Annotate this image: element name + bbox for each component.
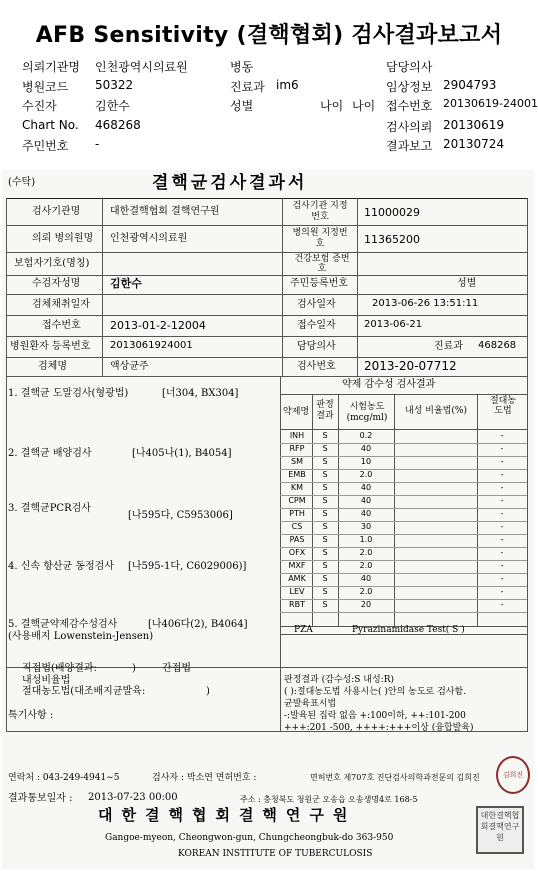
test-no-label: 검사번호 — [297, 361, 336, 372]
footer-org-en: KOREAN INSTITUTE OF TUBERCULOSIS — [178, 849, 373, 859]
footer-report-date-label: 결과통보일자 : — [8, 793, 73, 804]
doctor-seal — [496, 756, 530, 794]
test-date-label: 검사일자 — [297, 299, 336, 310]
rrn-value: - — [95, 137, 100, 151]
test-item-4-code: [나595-1다, C6029006)] — [128, 561, 247, 572]
note-5: +++:201 -500, ++++:+++이상 (융합발육) — [284, 723, 474, 733]
rrn-label-scan: 주민등록번호 — [290, 278, 348, 289]
col-ratio-header: 내성 비율법(%) — [405, 406, 467, 416]
receipt-label-scan: 접수번호 — [42, 320, 81, 331]
direct-method-label: 직접법(배양결과: — [22, 663, 97, 674]
footer-license: 면허번호 제707호 진단검사의학과전문의 김희진 — [310, 773, 480, 782]
drug-concentration: 10 — [360, 457, 372, 466]
footer-report-date-value: 2013-07-23 00:00 — [88, 792, 178, 803]
drug-result: S — [322, 496, 328, 505]
test-item-5-method: (사용배지 Lowenstein-Jensen) — [8, 631, 154, 642]
hosp-code-value: 11365200 — [364, 233, 420, 246]
rrn-label: 주민번호 — [22, 139, 69, 153]
drug-name: AMK — [288, 574, 306, 583]
test-item-3-code: [나595다, C5953006] — [128, 510, 233, 521]
drug-concentration: 40 — [360, 444, 372, 453]
test-item-5-code: [나406다(2), B4064] — [148, 619, 248, 630]
col-absolute-header: 절대농도법 — [489, 396, 517, 416]
row-divider — [280, 456, 527, 457]
row-divider — [280, 521, 527, 522]
test-item-3-name: 3. 결핵균PCR검사 — [8, 503, 91, 514]
direct-method-close: ) — [132, 663, 136, 674]
note-1: 판정결과 (감수성:S 내성:R) — [284, 675, 394, 685]
row-divider — [280, 586, 527, 587]
row-divider — [280, 547, 527, 548]
test-item-4-name: 4. 신속 항산균 동정검사 — [8, 561, 115, 572]
drug-concentration: 2.0 — [359, 548, 373, 557]
row-divider — [280, 443, 527, 444]
chart-value: 468268 — [95, 118, 141, 132]
dept-value-scan: 468268 — [478, 340, 517, 351]
test-no-value: 2013-20-07712 — [364, 359, 457, 373]
drug-result: S — [322, 444, 328, 453]
examinee-value: 김한수 — [95, 99, 130, 113]
drug-concentration: 0.2 — [359, 431, 373, 440]
footer-org-kr: 대한결핵협회결핵연구원 — [98, 806, 357, 824]
drug-result: S — [322, 431, 328, 440]
receipt-label: 접수번호 — [386, 99, 433, 113]
drug-name: CPM — [288, 496, 306, 505]
receipt-value-scan: 2013-01-2-12004 — [110, 319, 206, 332]
drug-concentration: 40 — [360, 496, 372, 505]
report-title: AFB Sensitivity (결핵협회) 검사결과보고서 — [35, 23, 503, 48]
sens-title: 약제 감수성 검사결과 — [342, 379, 436, 390]
row-divider — [280, 469, 527, 470]
lab-name-value: 대한결핵협회 결핵연구원 — [110, 206, 220, 217]
resist-ratio-label: 내성비율법 — [22, 675, 71, 686]
drug-absolute: - — [500, 496, 504, 505]
request-label: 검사의뢰 — [386, 120, 433, 134]
patient-no-label: 병원환자 등록번호 — [10, 341, 91, 352]
drug-result: S — [322, 587, 328, 596]
drug-result: S — [322, 574, 328, 583]
sex-label: 성별 — [230, 99, 254, 113]
special-notes-label: 특기사항 : — [8, 710, 54, 721]
footer-examiner: 검사자 : 박소연 면허번호 : — [152, 773, 257, 783]
drug-result: S — [322, 600, 328, 609]
doc-title: 결핵균검사결과서 — [152, 173, 308, 193]
drug-concentration: 2.0 — [359, 561, 373, 570]
institution-stamp — [476, 806, 524, 854]
test-item-2-name: 2. 결핵균 배양검사 — [8, 448, 92, 459]
drug-name: KM — [290, 483, 304, 492]
lab-code-label: 검사기관 지정번호 — [292, 201, 348, 222]
indirect-method-label: 간접법 — [162, 663, 191, 674]
receipt-value: 20130619-24001 — [443, 97, 538, 110]
drug-name: MXF — [288, 561, 306, 570]
lab-name-label: 검사기관명 — [32, 206, 81, 217]
physician-label: 담당의사 — [297, 341, 336, 352]
drug-name: SM — [291, 457, 303, 466]
drug-name: PTH — [289, 509, 305, 518]
code-value: 50322 — [95, 78, 134, 92]
drug-name: OFX — [288, 548, 306, 557]
drug-name: LEV — [289, 587, 305, 596]
row-divider — [280, 599, 527, 600]
hospital-value: 인천광역시의료원 — [95, 60, 188, 74]
drug-result: S — [322, 522, 328, 531]
drug-result: S — [322, 509, 328, 518]
hosp-code-label: 병의원 지정번호 — [292, 228, 348, 249]
age-label: 나이 — [320, 99, 344, 113]
test-item-1-code: [너304, BX304] — [162, 388, 239, 399]
drug-absolute: - — [500, 483, 504, 492]
test-item-2-code: [나405나(1), B4054] — [132, 448, 232, 459]
row-divider — [280, 534, 527, 535]
sex-label-scan: 성별 — [457, 278, 477, 289]
row-divider — [280, 612, 527, 613]
specimen-value: 액상균주 — [110, 361, 149, 372]
drug-absolute: - — [500, 535, 504, 544]
name-value: 김한수 — [110, 277, 142, 290]
drug-concentration: 40 — [360, 483, 372, 492]
drug-absolute: - — [500, 522, 504, 531]
col-conc-header: 시험농도(mcg/ml) — [346, 402, 388, 423]
drug-result: S — [322, 548, 328, 557]
drug-concentration: 2.0 — [359, 587, 373, 596]
footer-contact: 연락처 : 043-249-4941~5 — [8, 773, 120, 783]
ward-label: 병동 — [230, 60, 254, 74]
lab-code-value: 11000029 — [364, 206, 420, 219]
pza-drug: PZA — [294, 625, 313, 635]
dept-value: im6 — [276, 78, 299, 92]
code-label: 병원코드 — [22, 80, 69, 94]
drug-result: S — [322, 457, 328, 466]
footer-address-kr: 주소 : 충청북도 청원군 오송읍 오송생명4로 168-5 — [240, 795, 418, 804]
dept-label: 진료과 — [230, 80, 265, 94]
drug-name: EMB — [288, 470, 306, 479]
collect-label: 검체채취일자 — [32, 299, 90, 310]
drug-name: CS — [291, 522, 303, 531]
clinical-label: 임상정보 — [386, 80, 433, 94]
receipt-date-value: 2013-06-21 — [364, 319, 423, 330]
drug-absolute: - — [500, 431, 504, 440]
note-4: -:발육된 집락 없음 +:100이하, ++:101-200 — [284, 711, 466, 721]
drug-result: S — [322, 535, 328, 544]
row-divider — [280, 482, 527, 483]
clinical-value: 2904793 — [443, 78, 497, 92]
test-item-5-name: 5. 결핵균약제감수성검사 — [8, 619, 118, 630]
insurer-label: 보험자기호(명칭) — [14, 258, 90, 269]
drug-absolute: - — [500, 457, 504, 466]
doctor-seal-text: 김희진 — [502, 771, 524, 779]
drug-name: INH — [289, 431, 305, 440]
drug-concentration: 2.0 — [359, 470, 373, 479]
test-date-value: 2013-06-26 13:51:11 — [372, 298, 479, 309]
drug-absolute: - — [500, 561, 504, 570]
health-ins-label: 건강보험 증번호 — [294, 254, 350, 274]
age-value: 나이 — [352, 99, 376, 113]
doctor-label: 담당의사 — [386, 60, 433, 74]
footer-address-en: Gangoe-myeon, Cheongwon-gun, Chungcheongbuk-do 363-950 — [105, 833, 394, 843]
row-divider — [280, 495, 527, 496]
hosp-label: 의뢰 병의원명 — [32, 233, 94, 244]
row-divider — [280, 560, 527, 561]
row-divider — [280, 573, 527, 574]
chart-label: Chart No. — [22, 118, 79, 132]
drug-absolute: - — [500, 548, 504, 557]
drug-concentration: 20 — [360, 600, 372, 609]
absolute-method-close: ) — [206, 686, 210, 697]
drug-result: S — [322, 561, 328, 570]
hospital-label: 의뢰기관명 — [22, 60, 80, 74]
drug-concentration: 1.0 — [359, 535, 373, 544]
drug-name: RFP — [289, 444, 305, 453]
drug-absolute: - — [500, 444, 504, 453]
drug-absolute: - — [500, 470, 504, 479]
report-label: 결과보고 — [386, 139, 433, 153]
col-result-header: 판정결과 — [316, 400, 334, 421]
drug-absolute: - — [500, 509, 504, 518]
col-drug-header: 약제명 — [283, 407, 310, 417]
absolute-method-label: 절대농도법(대조배지균발육: — [22, 686, 146, 697]
test-item-1-name: 1. 결핵균 도말검사(형광법) — [8, 388, 129, 399]
receipt-date-label: 접수일자 — [297, 320, 336, 331]
drug-name: PAS — [289, 535, 305, 544]
institution-stamp-text: 대한결핵협회결핵연구원 — [480, 811, 520, 842]
copy-mark: (수탁) — [8, 177, 36, 188]
dept-label-scan: 진료과 — [434, 341, 463, 352]
drug-concentration: 30 — [360, 522, 372, 531]
drug-absolute: - — [500, 587, 504, 596]
note-3: 균발육표시법 — [284, 699, 337, 709]
scanned-report — [2, 170, 534, 869]
patient-no-value: 2013061924001 — [110, 340, 193, 351]
note-2: ( ):절대농도법 사용시는( )안의 농도로 검사함. — [284, 687, 467, 697]
drug-concentration: 40 — [360, 574, 372, 583]
drug-absolute: - — [500, 600, 504, 609]
request-value: 20130619 — [443, 118, 505, 132]
name-label: 수검자성명 — [32, 278, 81, 289]
drug-result: S — [322, 483, 328, 492]
drug-name: RBT — [289, 600, 305, 609]
report-value: 20130724 — [443, 137, 505, 151]
examinee-label: 수진자 — [22, 99, 57, 113]
drug-absolute: - — [500, 574, 504, 583]
drug-concentration: 40 — [360, 509, 372, 518]
specimen-label: 검체명 — [38, 361, 67, 372]
pza-test: Pyrazinamidase Test( S ) — [352, 625, 465, 635]
hosp-value: 인천광역시의료원 — [110, 233, 188, 244]
drug-result: S — [322, 470, 328, 479]
row-divider — [280, 508, 527, 509]
